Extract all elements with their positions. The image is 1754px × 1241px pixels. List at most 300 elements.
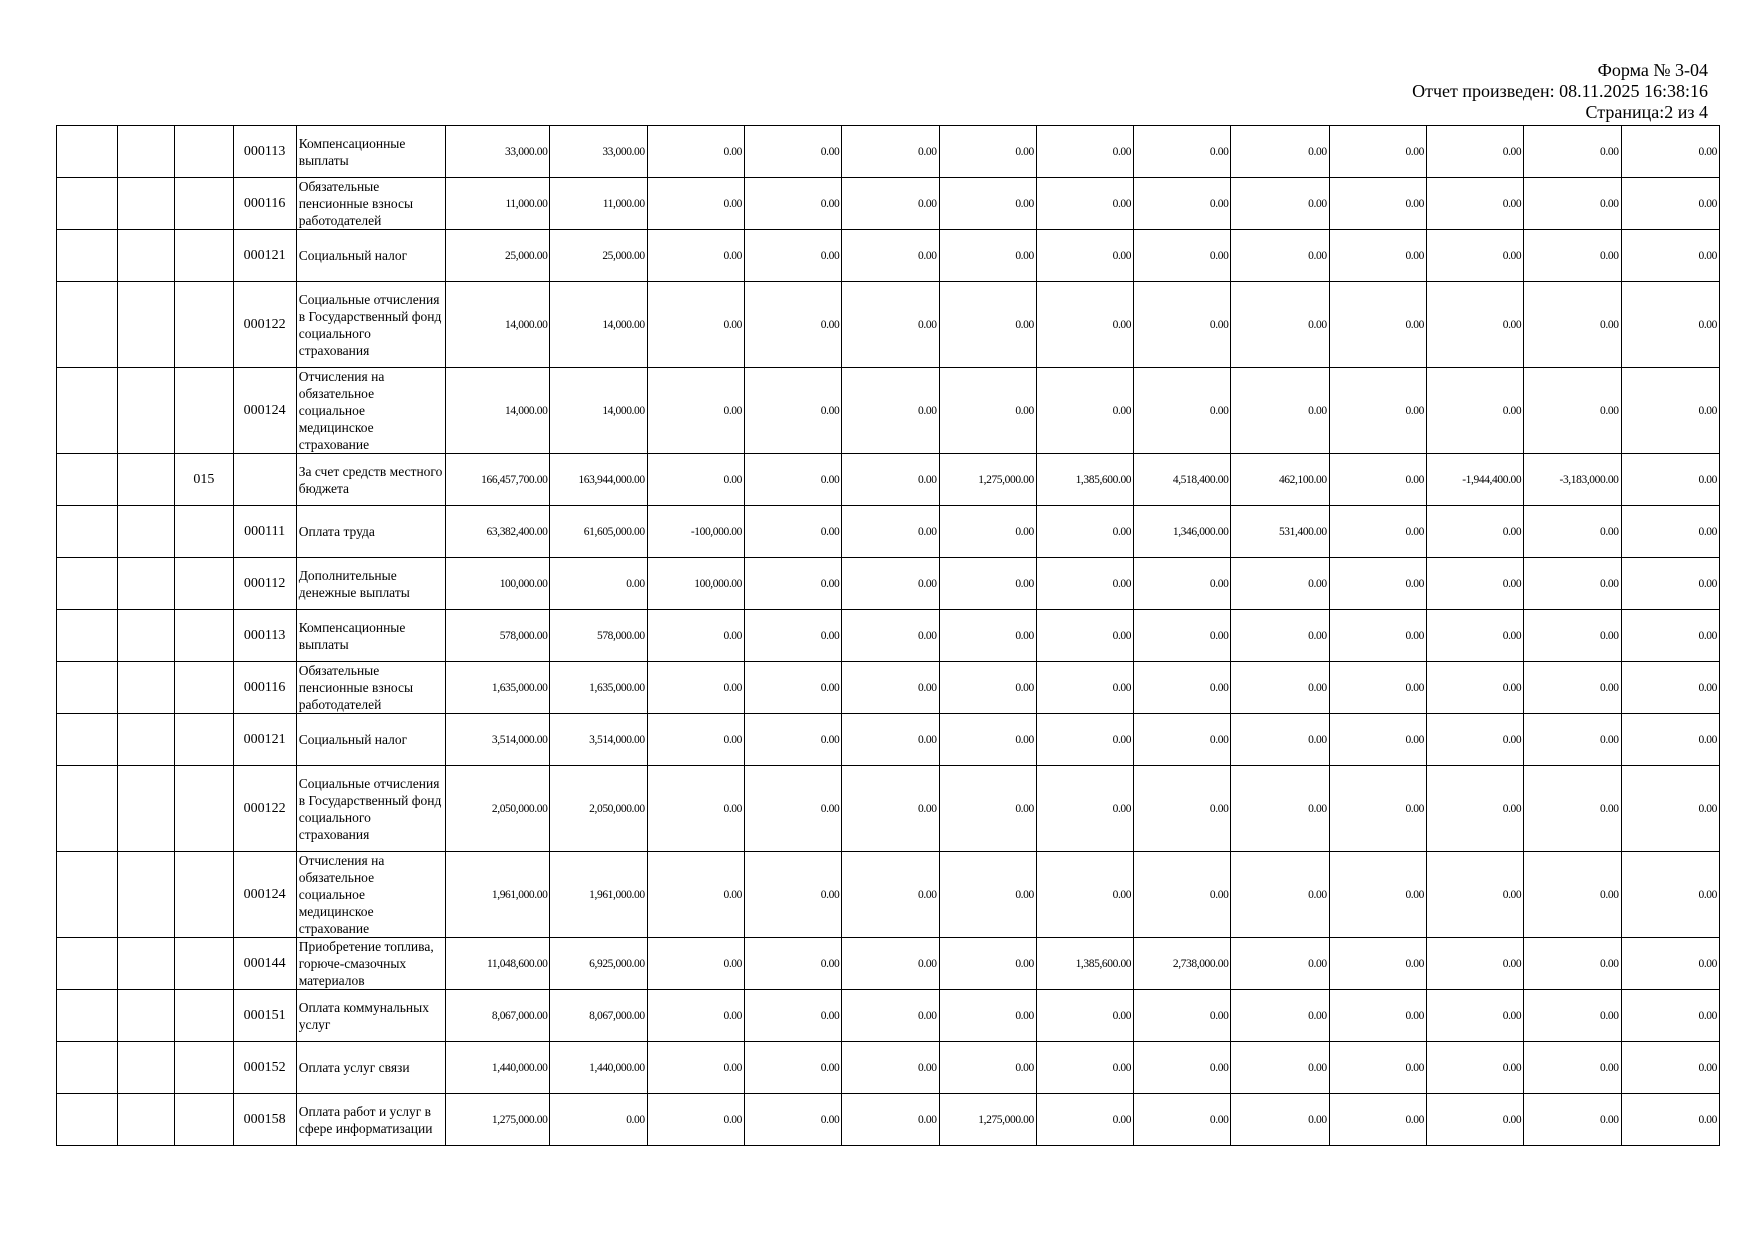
cell-value: 0.00 (939, 1042, 1036, 1094)
cell-value: 11,000.00 (550, 178, 647, 230)
cell-value: 3,514,000.00 (550, 714, 647, 766)
cell-value: 0.00 (745, 938, 842, 990)
table-body (57, 126, 1720, 1146)
cell-col-2 (118, 938, 175, 990)
table-row (57, 368, 1720, 454)
cell-program (175, 1094, 233, 1146)
cell-value: 0.00 (939, 178, 1036, 230)
cell-value: 0.00 (1134, 1094, 1231, 1146)
cell-value: 0.00 (842, 1042, 939, 1094)
cell-value: 0.00 (647, 938, 744, 990)
cell-value: 0.00 (647, 662, 744, 714)
cell-value: 0.00 (1524, 714, 1621, 766)
cell-value: 0.00 (1134, 368, 1231, 454)
cell-name: Отчисления на обязательное социальное медицинское страхование (296, 852, 445, 938)
cell-value: 0.00 (1524, 852, 1621, 938)
page-indicator: Страница:2 из 4 (1585, 102, 1708, 122)
cell-value: 0.00 (1426, 766, 1523, 852)
cell-value: 25,000.00 (550, 230, 647, 282)
cell-value: 0.00 (1426, 990, 1523, 1042)
cell-col-1 (57, 610, 118, 662)
cell-value: 0.00 (1134, 282, 1231, 368)
cell-value: 0.00 (1231, 938, 1329, 990)
cell-value: 0.00 (1134, 126, 1231, 178)
cell-value: 0.00 (1036, 662, 1133, 714)
cell-name: Оплата коммунальных услуг (296, 990, 445, 1042)
cell-value: 0.00 (647, 230, 744, 282)
cell-value: 0.00 (1524, 938, 1621, 990)
cell-name: За счет средств местного бюджета (296, 454, 445, 506)
cell-col-2 (118, 766, 175, 852)
table-row (57, 1094, 1720, 1146)
cell-col-2 (118, 230, 175, 282)
cell-program (175, 990, 233, 1042)
cell-program (175, 368, 233, 454)
cell-value: 0.00 (1621, 990, 1719, 1042)
cell-value: 2,050,000.00 (550, 766, 647, 852)
cell-value: 0.00 (1036, 766, 1133, 852)
cell-value: 0.00 (1621, 662, 1719, 714)
cell-name: Компенсационные выплаты (296, 610, 445, 662)
cell-code: 000112 (233, 558, 296, 610)
cell-col-2 (118, 1042, 175, 1094)
cell-value: 0.00 (1621, 126, 1719, 178)
cell-program (175, 178, 233, 230)
cell-value: 1,440,000.00 (550, 1042, 647, 1094)
cell-value: 33,000.00 (446, 126, 550, 178)
report-date: Отчет произведен: 08.11.2025 16:38:16 (1412, 81, 1708, 101)
cell-value: 0.00 (1621, 1042, 1719, 1094)
cell-value: 0.00 (745, 1042, 842, 1094)
cell-value: 63,382,400.00 (446, 506, 550, 558)
cell-value: 1,635,000.00 (550, 662, 647, 714)
cell-value: 0.00 (745, 662, 842, 714)
cell-program (175, 126, 233, 178)
cell-value: 0.00 (842, 454, 939, 506)
cell-value: 4,518,400.00 (1134, 454, 1231, 506)
cell-value: 0.00 (647, 368, 744, 454)
cell-value: 0.00 (842, 610, 939, 662)
cell-value: 1,275,000.00 (446, 1094, 550, 1146)
cell-value: 0.00 (745, 852, 842, 938)
cell-code: 000144 (233, 938, 296, 990)
cell-name: Обязательные пенсионные взносы работодателей (296, 662, 445, 714)
cell-value: 6,925,000.00 (550, 938, 647, 990)
cell-value: 0.00 (745, 714, 842, 766)
cell-value: 462,100.00 (1231, 454, 1329, 506)
cell-code (233, 454, 296, 506)
cell-value: 0.00 (647, 1042, 744, 1094)
cell-code: 000113 (233, 610, 296, 662)
cell-value: 0.00 (1329, 938, 1426, 990)
cell-value: 0.00 (647, 454, 744, 506)
cell-value: 1,961,000.00 (446, 852, 550, 938)
cell-value: 0.00 (1231, 852, 1329, 938)
cell-value: 0.00 (1036, 126, 1133, 178)
cell-program (175, 852, 233, 938)
cell-col-2 (118, 1094, 175, 1146)
cell-program (175, 766, 233, 852)
cell-name: Оплата услуг связи (296, 1042, 445, 1094)
cell-program (175, 662, 233, 714)
cell-value: 0.00 (1426, 662, 1523, 714)
table-row (57, 126, 1720, 178)
cell-value: 0.00 (1426, 368, 1523, 454)
cell-value: 0.00 (842, 368, 939, 454)
cell-program (175, 714, 233, 766)
cell-value: 0.00 (939, 282, 1036, 368)
cell-value: 0.00 (1231, 662, 1329, 714)
cell-value: 0.00 (745, 368, 842, 454)
cell-value: 0.00 (1329, 766, 1426, 852)
cell-value: 0.00 (1231, 368, 1329, 454)
cell-value: 0.00 (647, 1094, 744, 1146)
cell-value: 0.00 (647, 282, 744, 368)
cell-name: Приобретение топлива, горюче-смазочных материалов (296, 938, 445, 990)
cell-value: 0.00 (939, 368, 1036, 454)
cell-value: 0.00 (647, 126, 744, 178)
table-row (57, 852, 1720, 938)
cell-value: 0.00 (1036, 506, 1133, 558)
cell-value: 0.00 (647, 178, 744, 230)
cell-value: 0.00 (745, 454, 842, 506)
cell-value: 1,635,000.00 (446, 662, 550, 714)
cell-name: Дополнительные денежные выплаты (296, 558, 445, 610)
cell-value: 0.00 (745, 766, 842, 852)
cell-value: 1,346,000.00 (1134, 506, 1231, 558)
cell-code: 000124 (233, 368, 296, 454)
cell-value: 0.00 (939, 662, 1036, 714)
cell-col-1 (57, 558, 118, 610)
cell-program (175, 558, 233, 610)
cell-value: 0.00 (745, 178, 842, 230)
cell-value: 0.00 (1329, 506, 1426, 558)
cell-value: 0.00 (939, 558, 1036, 610)
cell-program (175, 282, 233, 368)
cell-value: 0.00 (842, 714, 939, 766)
cell-col-2 (118, 662, 175, 714)
cell-value: 0.00 (1329, 368, 1426, 454)
table-row (57, 230, 1720, 282)
cell-value: 0.00 (745, 230, 842, 282)
cell-col-1 (57, 938, 118, 990)
cell-value: 0.00 (1329, 230, 1426, 282)
cell-value: 0.00 (1621, 1094, 1719, 1146)
cell-value: 0.00 (1329, 990, 1426, 1042)
cell-value: 0.00 (1134, 766, 1231, 852)
cell-col-2 (118, 126, 175, 178)
cell-value: 166,457,700.00 (446, 454, 550, 506)
table-row (57, 1042, 1720, 1094)
cell-col-1 (57, 766, 118, 852)
cell-program (175, 610, 233, 662)
cell-value: 0.00 (745, 282, 842, 368)
cell-col-2 (118, 610, 175, 662)
cell-value: 0.00 (1231, 766, 1329, 852)
cell-value: 163,944,000.00 (550, 454, 647, 506)
cell-value: 0.00 (1426, 938, 1523, 990)
cell-col-1 (57, 506, 118, 558)
cell-value: 0.00 (1329, 1042, 1426, 1094)
cell-value: -100,000.00 (647, 506, 744, 558)
cell-value: 0.00 (1036, 178, 1133, 230)
cell-value: 0.00 (1036, 852, 1133, 938)
cell-value: 0.00 (1426, 126, 1523, 178)
cell-code: 000116 (233, 178, 296, 230)
cell-value: 531,400.00 (1231, 506, 1329, 558)
table-row (57, 990, 1720, 1042)
cell-value: 0.00 (745, 558, 842, 610)
cell-value: 2,050,000.00 (446, 766, 550, 852)
cell-value: 0.00 (1231, 610, 1329, 662)
cell-value: 0.00 (1329, 852, 1426, 938)
cell-value: 0.00 (1621, 714, 1719, 766)
cell-value: 0.00 (1329, 1094, 1426, 1146)
cell-value: 0.00 (842, 558, 939, 610)
cell-code: 000113 (233, 126, 296, 178)
cell-name: Отчисления на обязательное социальное медицинское страхование (296, 368, 445, 454)
cell-value: 0.00 (1036, 230, 1133, 282)
cell-col-1 (57, 1042, 118, 1094)
cell-value: 0.00 (1329, 662, 1426, 714)
cell-program (175, 506, 233, 558)
table-row (57, 282, 1720, 368)
cell-col-1 (57, 662, 118, 714)
cell-value: 0.00 (1621, 610, 1719, 662)
cell-value: 0.00 (647, 610, 744, 662)
cell-value: 0.00 (1621, 938, 1719, 990)
cell-value: 0.00 (1231, 230, 1329, 282)
cell-name: Оплата работ и услуг в сфере информатизации (296, 1094, 445, 1146)
cell-value: 0.00 (1621, 230, 1719, 282)
cell-value: 0.00 (1329, 282, 1426, 368)
cell-value: 0.00 (1426, 506, 1523, 558)
cell-value: 1,275,000.00 (939, 1094, 1036, 1146)
cell-value: 0.00 (1231, 558, 1329, 610)
cell-value: 0.00 (1231, 126, 1329, 178)
cell-value: 0.00 (745, 506, 842, 558)
cell-value: 3,514,000.00 (446, 714, 550, 766)
cell-value: 0.00 (1036, 714, 1133, 766)
cell-value: 0.00 (1231, 714, 1329, 766)
cell-program (175, 1042, 233, 1094)
table-row (57, 662, 1720, 714)
cell-value: 0.00 (1231, 178, 1329, 230)
cell-code: 000151 (233, 990, 296, 1042)
cell-value: 0.00 (647, 852, 744, 938)
cell-value: 0.00 (939, 766, 1036, 852)
cell-col-1 (57, 990, 118, 1042)
cell-value: 33,000.00 (550, 126, 647, 178)
cell-col-1 (57, 368, 118, 454)
cell-value: 1,961,000.00 (550, 852, 647, 938)
cell-col-2 (118, 990, 175, 1042)
cell-code: 000122 (233, 766, 296, 852)
cell-value: 0.00 (1329, 714, 1426, 766)
cell-code: 000152 (233, 1042, 296, 1094)
cell-value: 0.00 (1231, 990, 1329, 1042)
cell-name: Обязательные пенсионные взносы работодателей (296, 178, 445, 230)
cell-value: 0.00 (1134, 610, 1231, 662)
cell-value: 0.00 (842, 990, 939, 1042)
table-row (57, 178, 1720, 230)
table-row (57, 454, 1720, 506)
cell-value: 100,000.00 (647, 558, 744, 610)
cell-value: 0.00 (842, 178, 939, 230)
cell-value: 0.00 (1524, 558, 1621, 610)
cell-value: 0.00 (939, 230, 1036, 282)
cell-value: 0.00 (745, 610, 842, 662)
cell-value: 0.00 (842, 126, 939, 178)
cell-value: 0.00 (1329, 610, 1426, 662)
cell-value: 0.00 (1036, 1094, 1133, 1146)
cell-value: 0.00 (745, 126, 842, 178)
cell-value: -3,183,000.00 (1524, 454, 1621, 506)
cell-code: 000121 (233, 230, 296, 282)
cell-value: 0.00 (1134, 990, 1231, 1042)
cell-value: 1,440,000.00 (446, 1042, 550, 1094)
cell-value: 0.00 (647, 766, 744, 852)
cell-value: 0.00 (1134, 230, 1231, 282)
cell-value: 0.00 (1524, 1042, 1621, 1094)
table-row (57, 506, 1720, 558)
table-row (57, 938, 1720, 990)
cell-value: 0.00 (1036, 1042, 1133, 1094)
cell-value: 0.00 (745, 990, 842, 1042)
cell-value: 0.00 (745, 1094, 842, 1146)
cell-value: 0.00 (1134, 714, 1231, 766)
cell-value: 14,000.00 (550, 368, 647, 454)
cell-value: 0.00 (1621, 454, 1719, 506)
cell-value: 0.00 (939, 714, 1036, 766)
cell-value: 0.00 (1621, 368, 1719, 454)
cell-name: Социальные отчисления в Государственный фонд социального страхования (296, 282, 445, 368)
cell-name: Социальный налог (296, 230, 445, 282)
cell-program: 015 (175, 454, 233, 506)
cell-value: 0.00 (1036, 610, 1133, 662)
cell-value: 0.00 (1621, 282, 1719, 368)
report-header (1412, 60, 1708, 123)
cell-value: 0.00 (842, 662, 939, 714)
table-row (57, 558, 1720, 610)
cell-value: 0.00 (1524, 282, 1621, 368)
cell-col-2 (118, 454, 175, 506)
table-row (57, 766, 1720, 852)
cell-value: 25,000.00 (446, 230, 550, 282)
cell-value: 0.00 (1134, 1042, 1231, 1094)
cell-value: 0.00 (939, 506, 1036, 558)
cell-value: 0.00 (1329, 178, 1426, 230)
cell-value: 1,275,000.00 (939, 454, 1036, 506)
cell-value: 0.00 (1426, 1094, 1523, 1146)
cell-col-1 (57, 852, 118, 938)
cell-value: -1,944,400.00 (1426, 454, 1523, 506)
cell-code: 000124 (233, 852, 296, 938)
cell-value: 0.00 (647, 990, 744, 1042)
cell-value: 0.00 (1524, 990, 1621, 1042)
cell-value: 0.00 (1231, 282, 1329, 368)
cell-value: 0.00 (1329, 126, 1426, 178)
cell-value: 100,000.00 (446, 558, 550, 610)
cell-value: 0.00 (1621, 558, 1719, 610)
cell-value: 0.00 (939, 852, 1036, 938)
table-row (57, 714, 1720, 766)
cell-col-2 (118, 178, 175, 230)
cell-value: 0.00 (1426, 852, 1523, 938)
cell-col-1 (57, 1094, 118, 1146)
cell-value: 0.00 (1524, 766, 1621, 852)
table-row (57, 610, 1720, 662)
cell-value: 0.00 (1524, 662, 1621, 714)
cell-value: 0.00 (550, 1094, 647, 1146)
cell-code: 000116 (233, 662, 296, 714)
cell-value: 0.00 (842, 230, 939, 282)
form-number: Форма № 3-04 (1597, 60, 1708, 80)
cell-value: 0.00 (939, 990, 1036, 1042)
cell-value: 0.00 (1621, 766, 1719, 852)
cell-value: 2,738,000.00 (1134, 938, 1231, 990)
cell-col-1 (57, 126, 118, 178)
cell-program (175, 938, 233, 990)
cell-col-1 (57, 178, 118, 230)
cell-value: 0.00 (1524, 368, 1621, 454)
report-table (56, 125, 1720, 1146)
cell-value: 14,000.00 (550, 282, 647, 368)
cell-code: 000121 (233, 714, 296, 766)
cell-value: 0.00 (939, 938, 1036, 990)
cell-value: 14,000.00 (446, 368, 550, 454)
cell-code: 000158 (233, 1094, 296, 1146)
cell-value: 0.00 (842, 506, 939, 558)
cell-value: 0.00 (1036, 282, 1133, 368)
cell-value: 0.00 (939, 126, 1036, 178)
cell-value: 0.00 (1426, 714, 1523, 766)
cell-value: 0.00 (1134, 852, 1231, 938)
cell-value: 0.00 (1621, 852, 1719, 938)
cell-value: 1,385,600.00 (1036, 454, 1133, 506)
cell-value: 0.00 (1036, 558, 1133, 610)
cell-col-1 (57, 230, 118, 282)
cell-code: 000122 (233, 282, 296, 368)
cell-col-1 (57, 714, 118, 766)
cell-value: 0.00 (842, 852, 939, 938)
cell-value: 0.00 (1426, 1042, 1523, 1094)
cell-value: 11,048,600.00 (446, 938, 550, 990)
cell-name: Оплата труда (296, 506, 445, 558)
cell-name: Социальный налог (296, 714, 445, 766)
cell-value: 0.00 (1329, 558, 1426, 610)
cell-value: 0.00 (1524, 230, 1621, 282)
cell-value: 11,000.00 (446, 178, 550, 230)
cell-value: 0.00 (1426, 230, 1523, 282)
cell-value: 0.00 (1524, 506, 1621, 558)
cell-value: 0.00 (1134, 558, 1231, 610)
cell-value: 578,000.00 (550, 610, 647, 662)
cell-value: 14,000.00 (446, 282, 550, 368)
cell-program (175, 230, 233, 282)
cell-value: 0.00 (1036, 990, 1133, 1042)
cell-value: 0.00 (1621, 506, 1719, 558)
cell-col-2 (118, 282, 175, 368)
cell-col-2 (118, 368, 175, 454)
cell-col-2 (118, 714, 175, 766)
cell-name: Социальные отчисления в Государственный фонд социального страхования (296, 766, 445, 852)
cell-value: 0.00 (842, 282, 939, 368)
cell-value: 8,067,000.00 (550, 990, 647, 1042)
cell-value: 0.00 (1426, 610, 1523, 662)
cell-value: 1,385,600.00 (1036, 938, 1133, 990)
cell-value: 0.00 (1329, 454, 1426, 506)
